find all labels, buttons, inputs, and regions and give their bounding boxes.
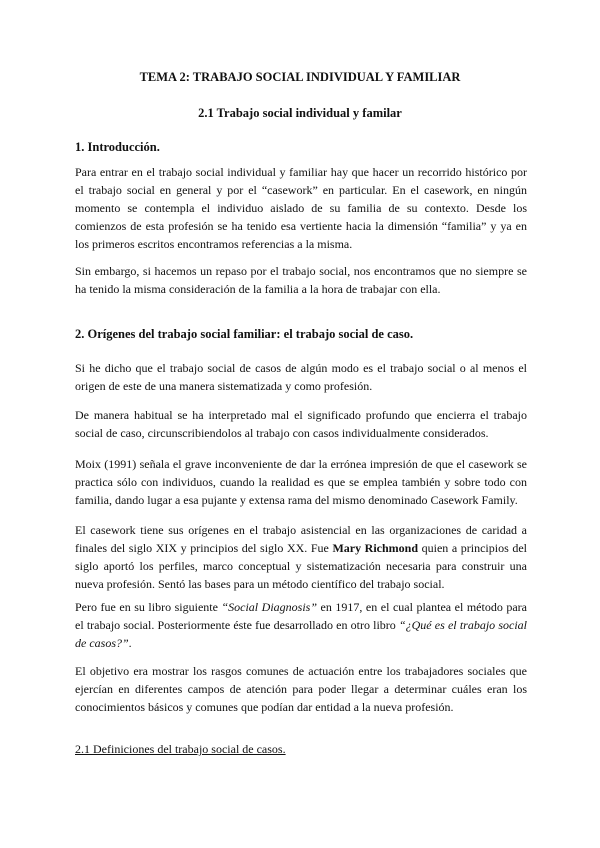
document-title: TEMA 2: TRABAJO SOCIAL INDIVIDUAL Y FAMILIAR <box>139 70 461 84</box>
paragraph-4-text-start: El casework tiene sus orígenes en el trabajo asistencial en las organizaciones de caridad a finales del siglo XIX y principios del siglo XX. Fue <box>75 523 527 555</box>
paragraph-5-text-middle: en 1917, en el cual plantea el método para el trabajo social. Posteriormente éste fue desarrollado en otro libro <box>75 600 528 632</box>
section-2-paragraph-2: De manera habitual se ha interpretado mal el significado profundo que encierra el trabajo social de caso, circunscribiendolos al trabajo con casos individualmente considerados. <box>75 408 527 440</box>
document-subtitle: 2.1 Trabajo social individual y familar <box>198 106 402 120</box>
subsection-2-1-heading: 2.1 Definiciones del trabajo social de casos. <box>75 742 286 756</box>
mary-richmond-name: Mary Richmond <box>332 541 419 555</box>
section-1-paragraph-2: Sin embargo, si hacemos un repaso por el trabajo social, nos encontramos que no siempre se ha tenido la misma consideración de la familia a la hora de trabajar con ella. <box>75 264 527 296</box>
paragraph-5-text-end: . <box>128 636 132 650</box>
book-title-que-es: “¿Qué es el trabajo social de casos?” <box>75 618 527 650</box>
section-2-heading: 2. Orígenes del trabajo social familiar: el trabajo social de caso. <box>75 327 414 341</box>
section-2-paragraph-3: Moix (1991) señala el grave inconveniente de dar la errónea impresión de que el casework se practica sólo con individuos, cuando la realidad es que se emplea también y sobre todo con familia, dando lugar a esa pujante y extensa rama del mismo denominado Casework Family. <box>75 457 527 507</box>
section-1-heading: 1. Introducción. <box>75 140 160 154</box>
paragraph-5-text-start: Pero fue en su libro siguiente <box>75 600 222 614</box>
paragraph-4-text-end: quien a principios del siglo aportó los perfiles, marco conceptual y sistematización necesaria para construir una nueva profesión. Sentó las bases para un método científico del trabajo social. <box>75 541 527 591</box>
section-2-paragraph-5 <box>75 598 527 652</box>
book-title-social-diagnosis: “Social Diagnosis” <box>221 600 318 614</box>
section-2-paragraph-6: El objetivo era mostrar los rasgos comunes de actuación entre los trabajadores sociales que ejercían en diferentes campos de atención para poder llegar a determinar cuáles eran los conocimientos básicos y comunes que podían dar entidad a la nueva profesión. <box>75 664 527 714</box>
section-2-paragraph-4 <box>75 521 527 593</box>
section-1-paragraph-1: Para entrar en el trabajo social individual y familiar hay que hacer un recorrido histórico por el trabajo social en general y por el “casework” en particular. En el casework, en ningún momento se contempla el individuo aislado de su familia de su contexto. Desde los comienzos de esta profesión se ha tenido esa vertiente hacia la dimensión “familia” y ya en los primeros escritos encontramos referencias a la misma. <box>75 165 527 251</box>
section-2-paragraph-1: Si he dicho que el trabajo social de casos de algún modo es el trabajo social o al menos el origen de este de una manera sistematizada y como profesión. <box>75 361 527 393</box>
